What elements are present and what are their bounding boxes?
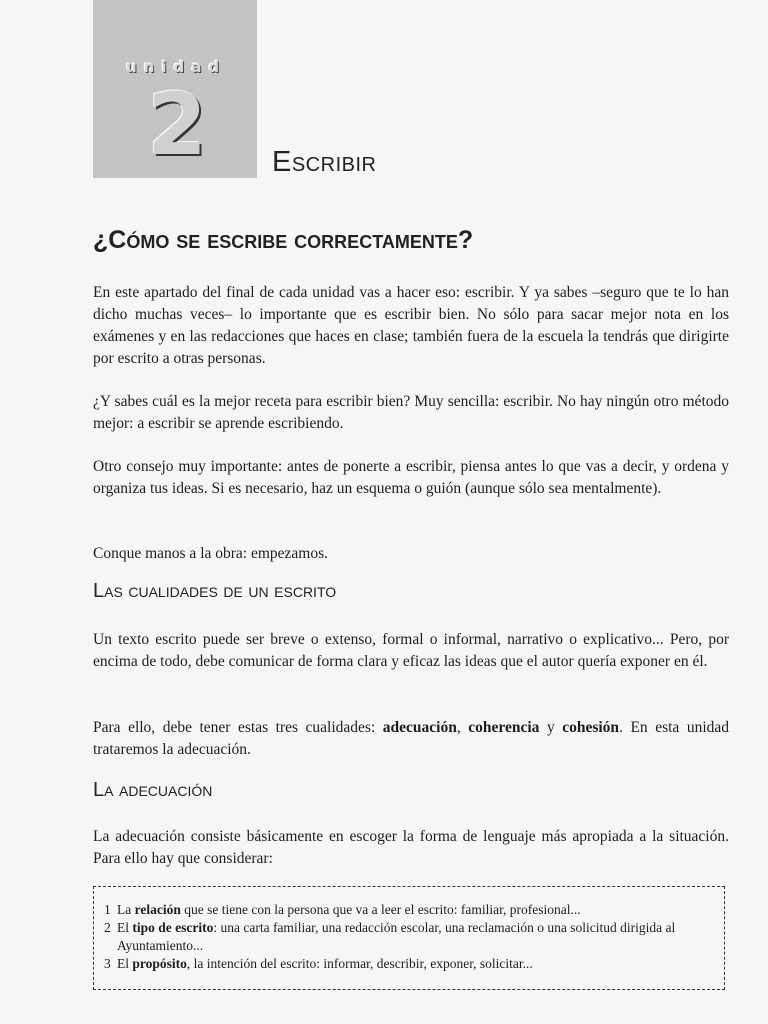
list-term: propósito bbox=[132, 956, 187, 971]
considerations-box bbox=[93, 886, 725, 990]
list-text: El bbox=[117, 920, 133, 935]
term-adecuacion: adecuación bbox=[382, 719, 457, 736]
list-term: tipo de escrito bbox=[132, 920, 214, 935]
paragraph-recipe: ¿Y sabes cuál es la mejor receta para escribir bien? Muy sencilla: escribir. No hay ningún otro método mejor: a escribir se aprende escribiendo. bbox=[93, 393, 729, 432]
list-number: 1 bbox=[104, 902, 111, 917]
term-coherencia: coherencia bbox=[468, 719, 540, 736]
subsection-title-qualities: Las cualidades de un escrito bbox=[93, 580, 337, 602]
text-segment: Para ello, debe tener estas tres cualidades: bbox=[93, 719, 383, 736]
list-text: El bbox=[117, 956, 133, 971]
paragraph-three-qualities bbox=[93, 717, 729, 761]
list-number: 3 bbox=[104, 956, 111, 971]
text-segment: , bbox=[456, 719, 469, 736]
paragraph-start: Conque manos a la obra: empezamos. bbox=[93, 545, 329, 562]
chapter-title: Escribir bbox=[272, 146, 377, 178]
list-text: que se tiene con la persona que va a leer el escrito: familiar, profesional... bbox=[180, 902, 581, 917]
paragraph-qualities: Un texto escrito puede ser breve o extenso, formal o informal, narrativo o explicativo... Pero, por encima de todo, debe comunicar de forma clara y eficaz las ideas que el autor quería exponer en él. bbox=[93, 631, 729, 670]
list-item bbox=[104, 955, 714, 973]
list-number: 2 bbox=[104, 920, 111, 935]
section-title: ¿Cómo se escribe correctamente? bbox=[93, 226, 474, 254]
term-cohesion: cohesión bbox=[562, 719, 620, 736]
unit-badge bbox=[93, 0, 257, 178]
unit-number: 2 bbox=[147, 75, 207, 175]
list-term: relación bbox=[134, 902, 181, 917]
text-segment: y bbox=[539, 719, 563, 736]
list-text: La bbox=[117, 902, 135, 917]
paragraph-advice: Otro consejo muy importante: antes de ponerte a escribir, piensa antes lo que vas a decir, y ordena y organiza tus ideas. Si es necesario, haz un esquema o guión (aunque sólo sea mentalmente). bbox=[93, 458, 729, 497]
subsection-title-adequacy: La adecuación bbox=[93, 779, 213, 801]
list-text: , la intención del escrito: informar, describir, exponer, solicitar... bbox=[186, 956, 533, 971]
list-item bbox=[104, 901, 714, 919]
text-segment: . En esta unidad trataremos la adecuación. bbox=[93, 719, 730, 758]
unit-label: unidad bbox=[126, 58, 227, 76]
paragraph-adequacy: La adecuación consiste básicamente en escoger la forma de lenguaje más apropiada a la situación. Para ello hay que considerar: bbox=[93, 828, 729, 867]
paragraph-intro: En este apartado del final de cada unidad vas a hacer eso: escribir. Y ya sabes –seguro que te lo han dicho muchas veces– lo importante que es escribir bien. No sólo para sacar mejor nota en los exámenes y en las redacciones que haces en clase; también fuera de la escuela la tendrás que dirigirte por escrito a otras personas. bbox=[93, 284, 729, 367]
list-item bbox=[104, 919, 714, 955]
list-text: : una carta familiar, una redacción escolar, una reclamación o una solicitud dirigida al Ayuntamiento... bbox=[117, 920, 676, 953]
